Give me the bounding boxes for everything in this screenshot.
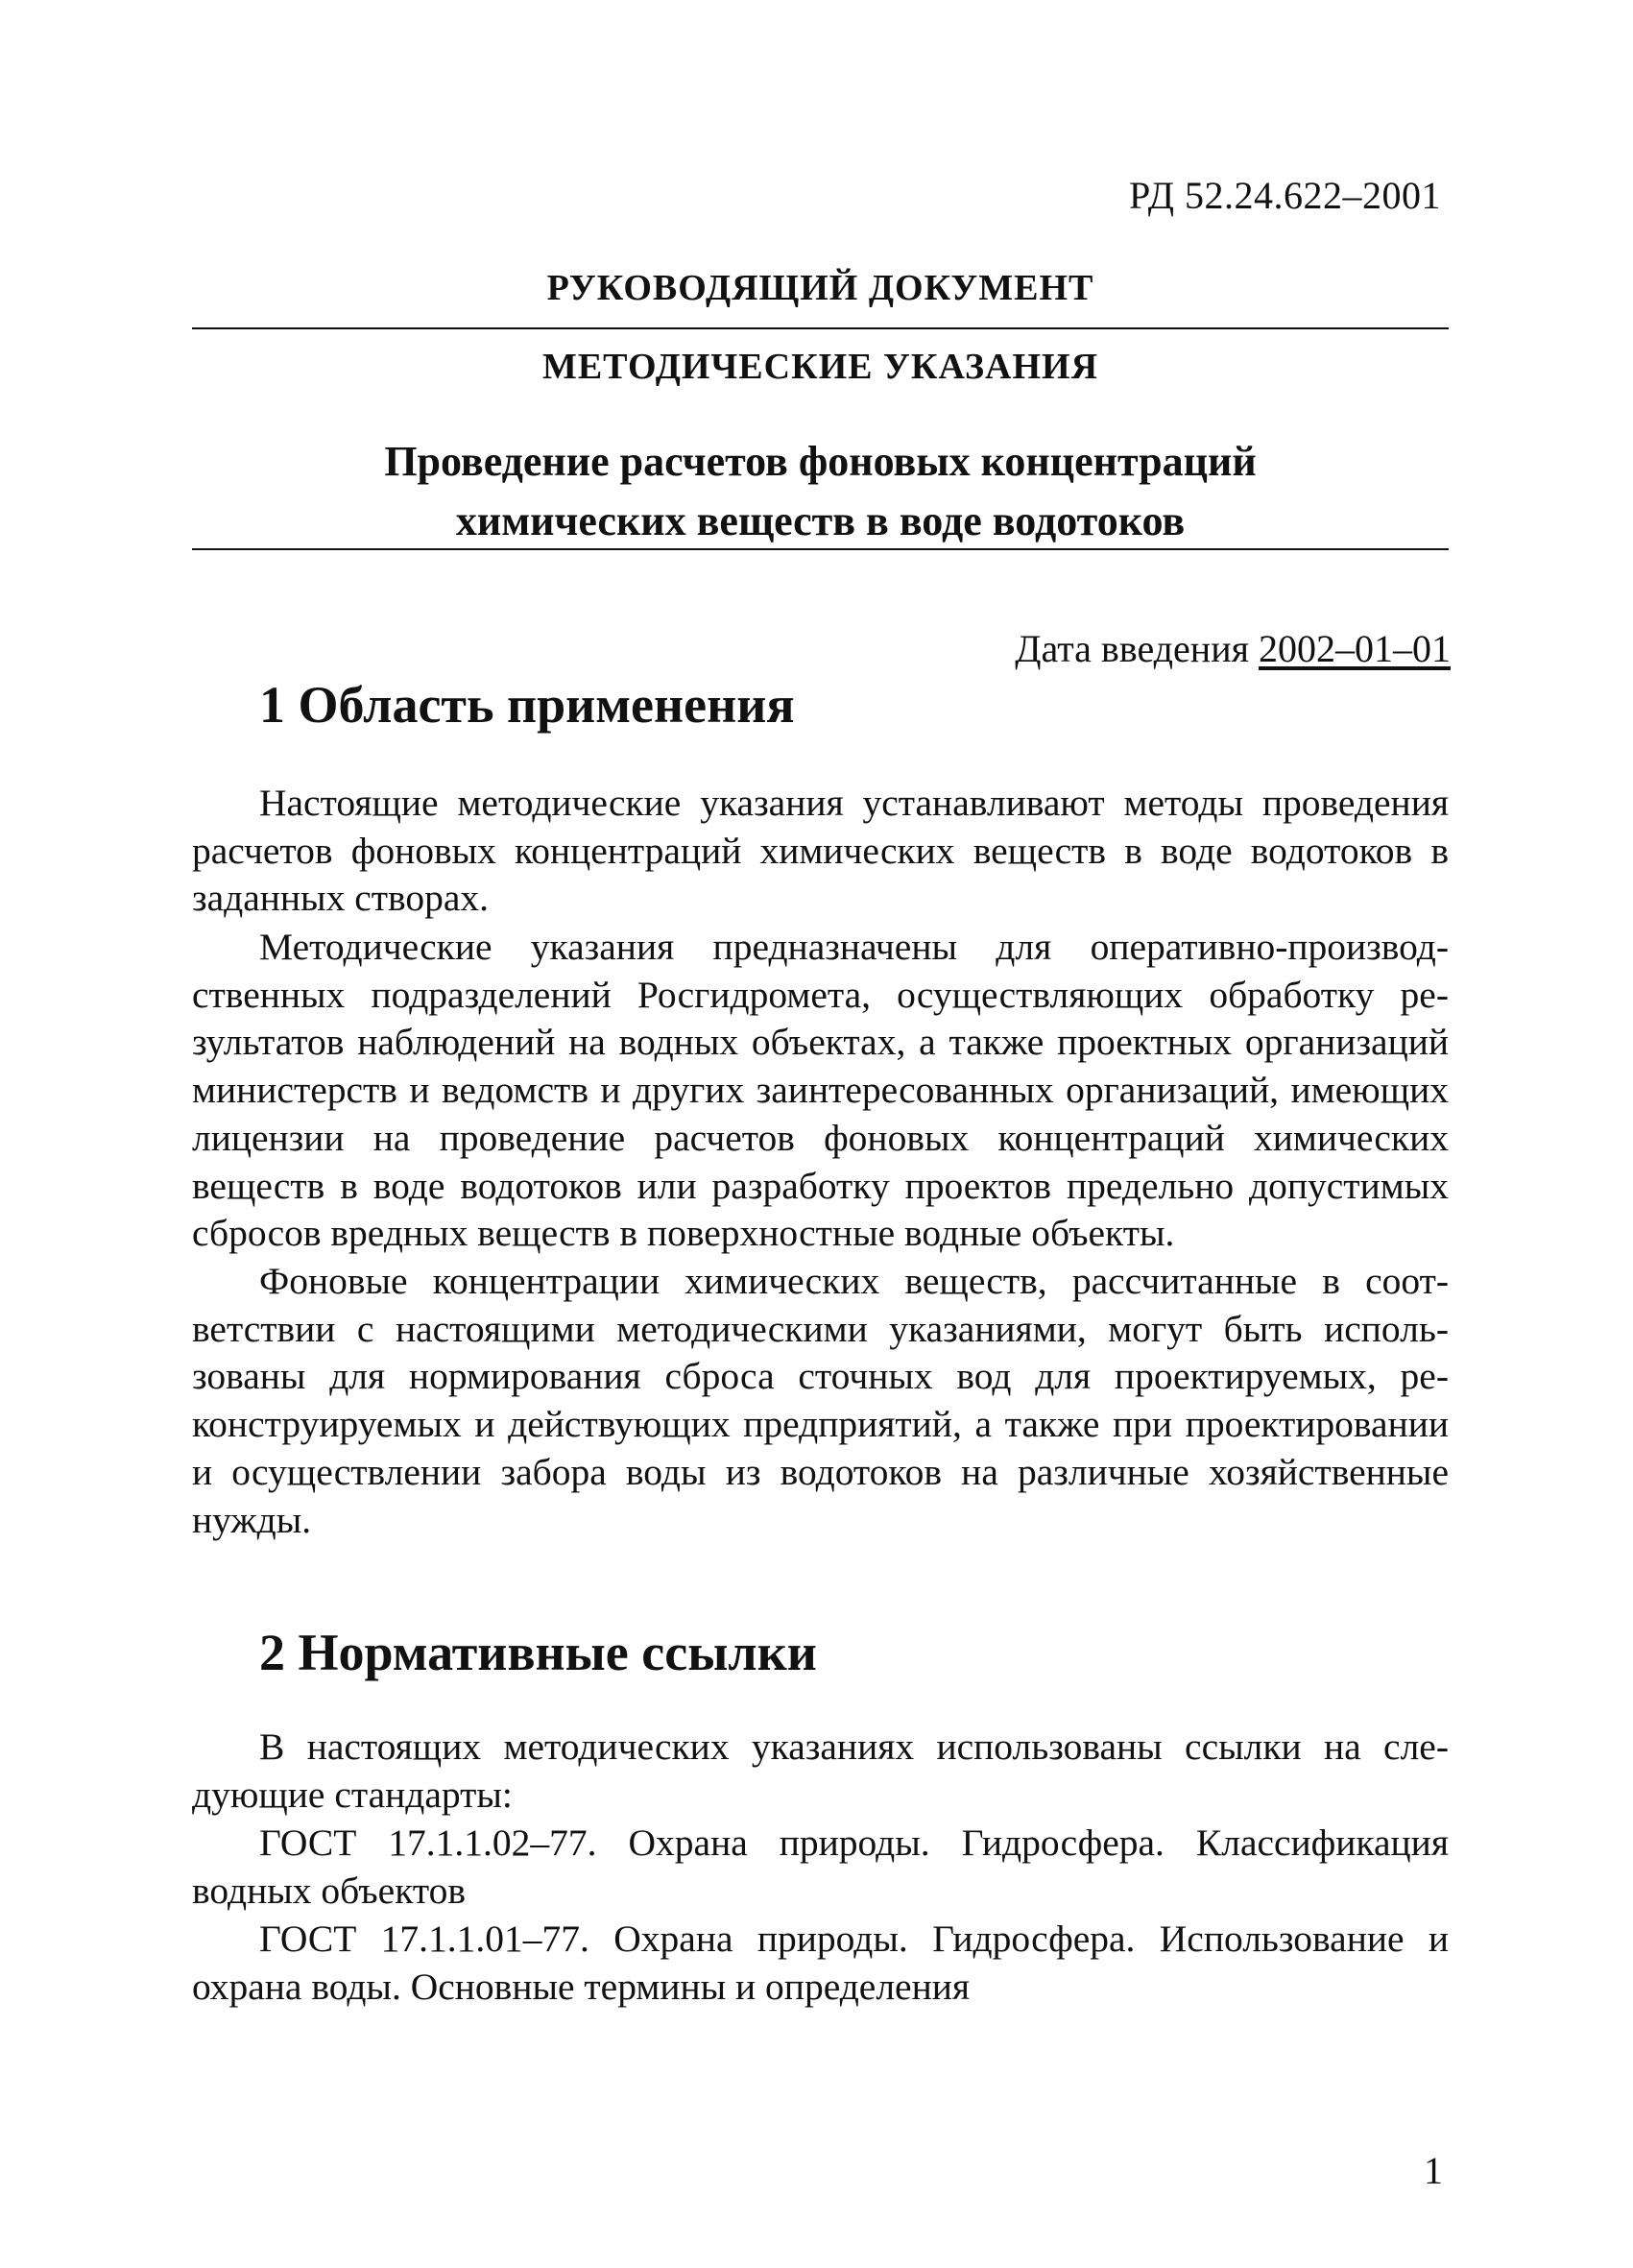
document-kind-title: МЕТОДИЧЕСКИЕ УКАЗАНИЯ [541, 347, 1099, 387]
section-1-paragraph-2: Методические указания предназначены для оперативно-производственных подразделений Росгидромета, осуществляющих обработку результатов наблюдений на водных объектах, а также проектных организаций министерств и ведомств и других заинтересованных организаций, имеющих лицензии на проведение расчетов фоновых концентраций химических веществ в воде водотоков или разработку проектов предельно допустимых сбросов вредных веществ в поверхностные водные объекты. [192, 926, 1449, 1255]
title-divider-bottom [192, 548, 1449, 550]
document-type-title: РУКОВОДЯЩИЙ ДОКУМЕНТ [546, 268, 1094, 308]
section-2-reference-1: ГОСТ 17.1.1.02–77. Охрана природы. Гидросфера. Классификация водных объектов [192, 1822, 1449, 1912]
document-title-line-2: химических веществ в воде водотоков [455, 497, 1186, 544]
document-title [192, 432, 1449, 551]
introduction-date-value: 2002–01–01 [1259, 627, 1451, 670]
document-title-line-1: Проведение расчетов фоновых концентраций [384, 438, 1257, 485]
title-divider-top [192, 327, 1449, 329]
document-code: РД 52.24.622–2001 [1128, 174, 1441, 217]
section-2-heading: 2 Нормативные ссылки [259, 1624, 817, 1681]
section-2-paragraph-1: В настоящих методических указаниях использованы ссылки на следующие стандарты: [192, 1725, 1449, 1816]
introduction-date-label: Дата введения [1015, 627, 1249, 670]
introduction-date [1015, 626, 1451, 671]
section-2-reference-2: ГОСТ 17.1.1.01–77. Охрана природы. Гидросфера. Использование и охрана воды. Основные термины и определения [192, 1918, 1449, 2008]
section-1-paragraph-3: Фоновые концентрации химических веществ, рассчитанные в соответствии с настоящими методическими указаниями, могут быть использованы для нормирования сброса сточных вод для проектируемых, реконструируемых и действующих предприятий, а также при проектировании и осуществлении забора воды из водотоков на различные хозяйственные нужды. [192, 1260, 1449, 1541]
page-number: 1 [1424, 2149, 1443, 2192]
section-1-heading: 1 Область применения [259, 676, 795, 734]
section-1-paragraph-1: Настоящие методические указания устанавливают методы проведения расчетов фоновых концентраций химических веществ в воде водотоков в заданных створах. [192, 782, 1449, 920]
